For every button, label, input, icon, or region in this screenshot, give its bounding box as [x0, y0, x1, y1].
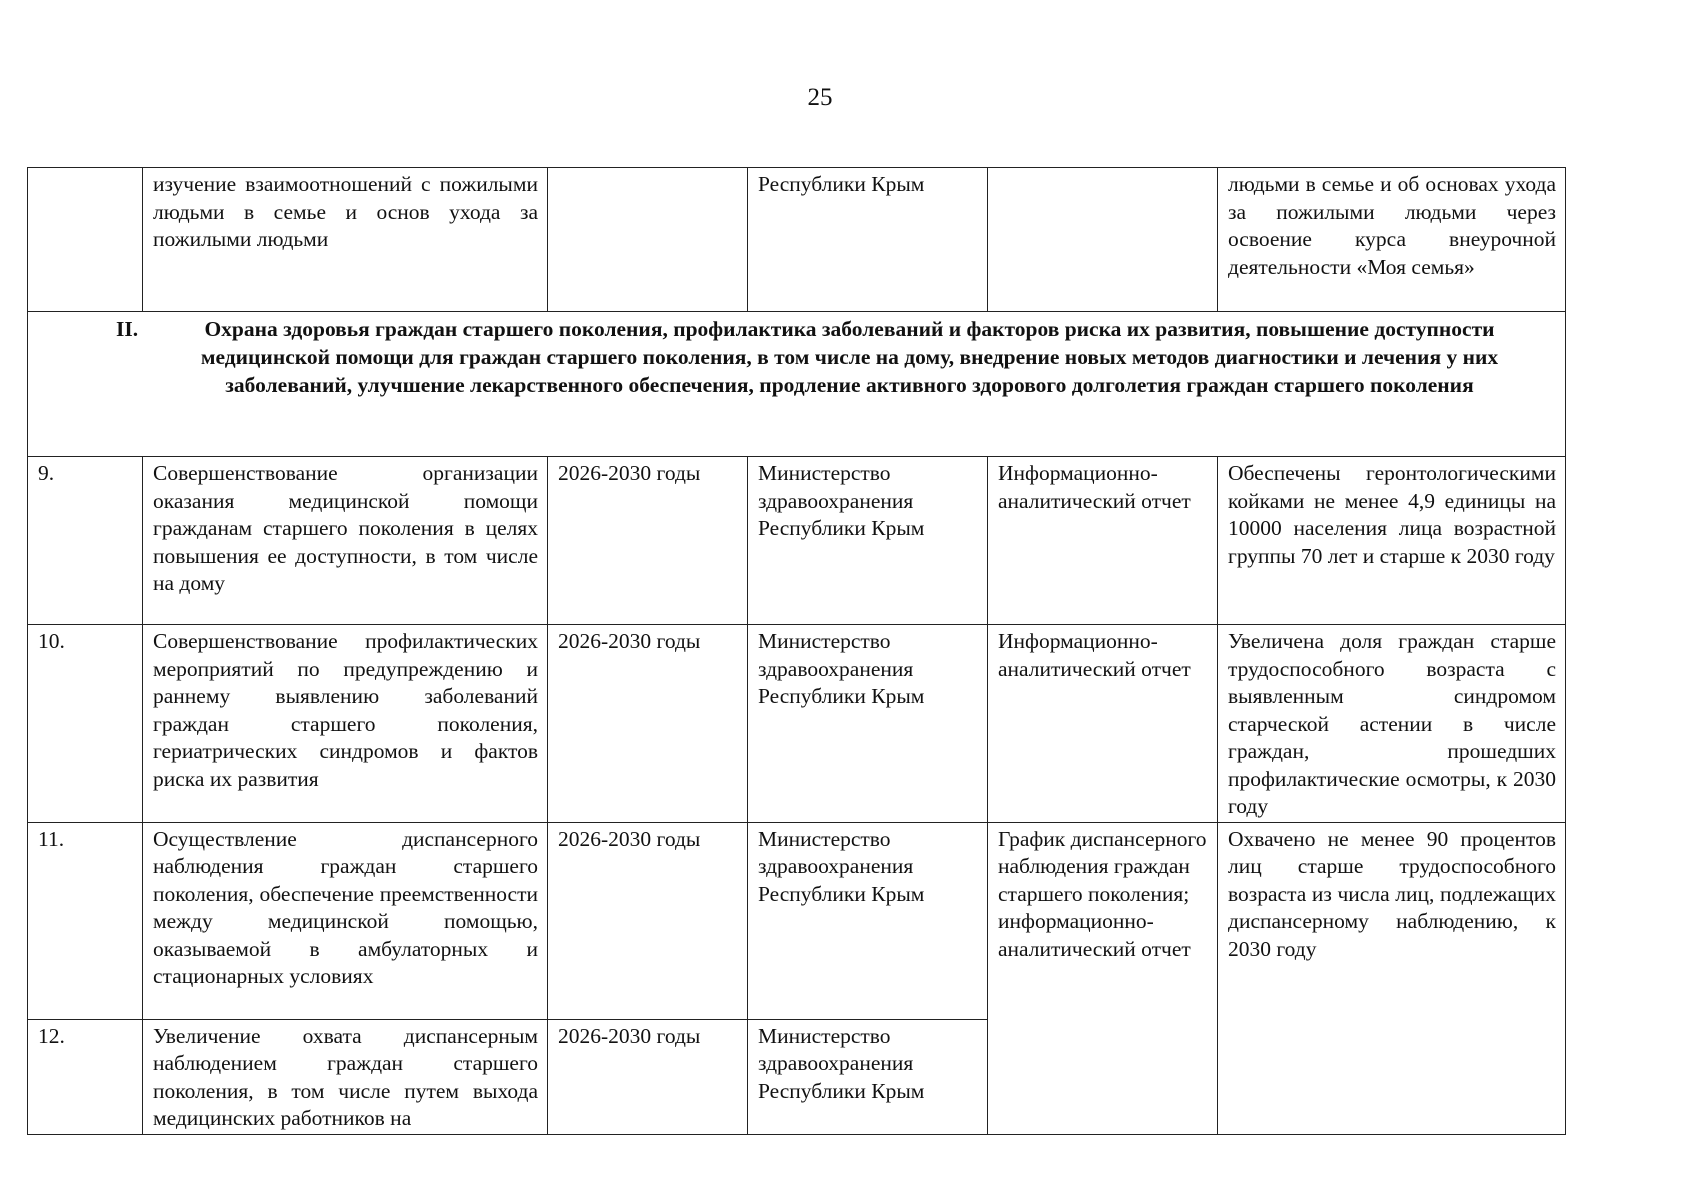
cell-number: 10. — [28, 625, 143, 823]
cell-report: График диспансерного наблюдения граждан старшего поколения; информационно-аналитический отчет — [988, 822, 1218, 1134]
cell-executor: Республики Крым — [748, 168, 988, 312]
cell-executor: Министерство здравоохранения Республики Крым — [748, 1019, 988, 1134]
cell-period: 2026-2030 годы — [548, 822, 748, 1019]
section-row — [28, 312, 1566, 457]
cell-result: людьми в семье и об основах ухода за пожилыми людьми через освоение курса внеурочной деятельности «Моя семья» — [1218, 168, 1566, 312]
cell-description: изучение взаимоотношений с пожилыми людьми в семье и основ ухода за пожилыми людьми — [143, 168, 548, 312]
table-row — [28, 457, 1566, 625]
section-number: II. — [116, 317, 139, 341]
cell-executor: Министерство здравоохранения Республики Крым — [748, 822, 988, 1019]
cell-number — [28, 168, 143, 312]
cell-result: Увеличена доля граждан старше трудоспособного возраста с выявленным синдромом старческой астении в числе граждан, прошедших профилактические осмотры, к 2030 году — [1218, 625, 1566, 823]
cell-report: Информационно-аналитический отчет — [988, 457, 1218, 625]
table-row — [28, 625, 1566, 823]
cell-number: 12. — [28, 1019, 143, 1134]
cell-period — [548, 168, 748, 312]
cell-number: 11. — [28, 822, 143, 1019]
cell-number: 9. — [28, 457, 143, 625]
cell-report — [988, 168, 1218, 312]
cell-period: 2026-2030 годы — [548, 1019, 748, 1134]
table-row-continued — [28, 168, 1566, 312]
page-number: 25 — [807, 84, 833, 111]
table-row — [28, 822, 1566, 1019]
section-title: Охрана здоровья граждан старшего поколения, профилактика заболеваний и факторов риска их развития, повышение доступности медицинской помощи для граждан старшего поколения, в том числе на дому, внедрение новых методов диагностики и лечения у них заболеваний, улучшение лекарственного обеспечения, продление активного здорового долголетия граждан старшего поколения — [200, 317, 1499, 397]
cell-description: Увеличение охвата диспансерным наблюдением граждан старшего поколения, в том числе путем выхода медицинских работников на — [143, 1019, 548, 1134]
cell-result: Охвачено не менее 90 процентов лиц старше трудоспособного возраста из числа лиц, подлежащих диспансерному наблюдению, к 2030 году — [1218, 822, 1566, 1134]
cell-description: Совершенствование организации оказания медицинской помощи гражданам старшего поколения в целях повышения ее доступности, в том числе на дому — [143, 457, 548, 625]
section-header — [28, 312, 1566, 457]
cell-result: Обеспечены геронтологическими койками не менее 4,9 единицы на 10000 населения лица возрастной группы 70 лет и старше к 2030 году — [1218, 457, 1566, 625]
cell-period: 2026-2030 годы — [548, 457, 748, 625]
cell-executor: Министерство здравоохранения Республики Крым — [748, 625, 988, 823]
cell-description: Осуществление диспансерного наблюдения граждан старшего поколения, обеспечение преемственности между медицинской помощью, оказываемой в амбулаторных и стационарных условиях — [143, 822, 548, 1019]
cell-period: 2026-2030 годы — [548, 625, 748, 823]
cell-executor: Министерство здравоохранения Республики Крым — [748, 457, 988, 625]
cell-report: Информационно-аналитический отчет — [988, 625, 1218, 823]
measures-table — [27, 167, 1566, 1135]
cell-description: Совершенствование профилактических мероприятий по предупреждению и раннему выявлению заболеваний граждан старшего поколения, гериатрических синдромов и фактов риска их развития — [143, 625, 548, 823]
